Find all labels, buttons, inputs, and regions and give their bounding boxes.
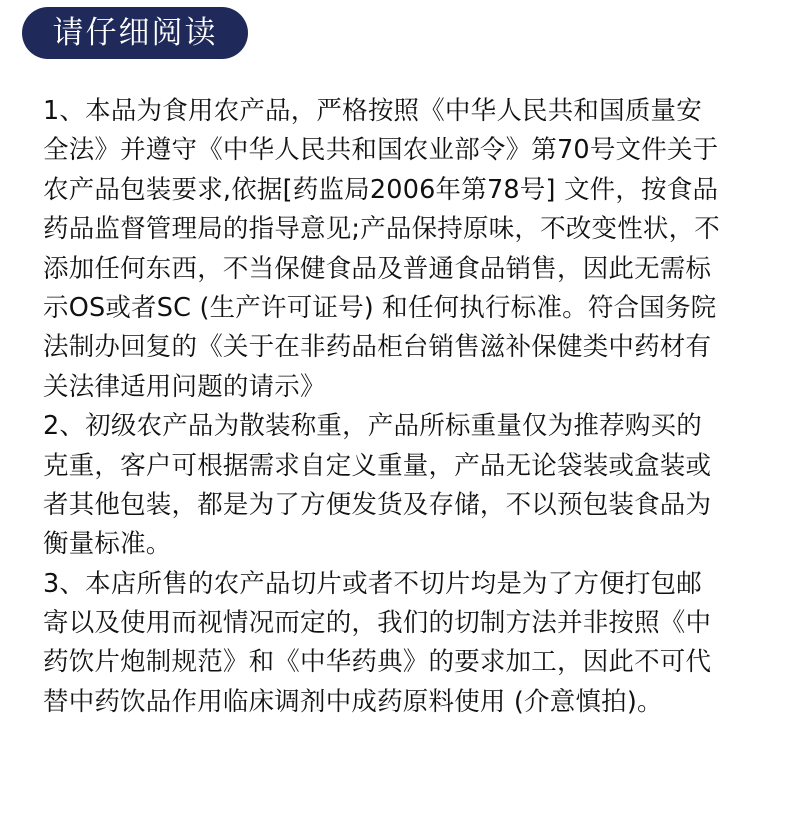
notice-line: 全法》并遵守《中华人民共和国农业部令》第70号文件关于 [43,135,719,166]
notice-line: 添加任何东西，不当保健食品及普通食品销售，因此无需标 [43,253,712,284]
notice-line: 药品监督管理局的指导意见;产品保持原味，不改变性状，不 [43,214,720,245]
notice-line: 者其他包装，都是为了方便发货及存储，不以预包装食品为 [43,489,712,520]
notice-line: 法制办回复的《关于在非药品柜台销售滋补保健类中药材有 [43,332,712,363]
notice-line: 1、本品为食用农产品，严格按照《中华人民共和国质量安 [43,96,702,126]
notice-line: 寄以及使用而视情况而定的，我们的切制方法并非按照《中 [43,608,712,639]
notice-line: 克重，客户可根据需求自定义重量，产品无论袋装或盒装或 [43,450,712,481]
notice-line: 农产品包装要求,依据[药监局2006年第78号] 文件，按食品 [43,174,719,205]
notice-line: 关法律适用问题的请示》 [43,371,326,402]
notice-line: 衡量标准。 [43,529,172,560]
notice-line: 示OS或者SC (生产许可证号) 和任何执行标准。符合国务院 [43,292,717,323]
notice-line: 替中药饮品作用临床调剂中成药原料使用 (介意慎拍)。 [43,686,663,717]
title-badge [22,7,248,59]
notice-line: 药饮片炮制规范》和《中华药典》的要求加工，因此不可代 [43,647,712,678]
page-title: 请仔细阅读 [52,14,218,51]
notice-line: 2、初级农产品为散装称重，产品所标重量仅为推荐购买的 [43,411,702,442]
notice-line: 3、本店所售的农产品切片或者不切片均是为了方便打包邮 [43,568,702,599]
notice-text-block [43,92,763,722]
